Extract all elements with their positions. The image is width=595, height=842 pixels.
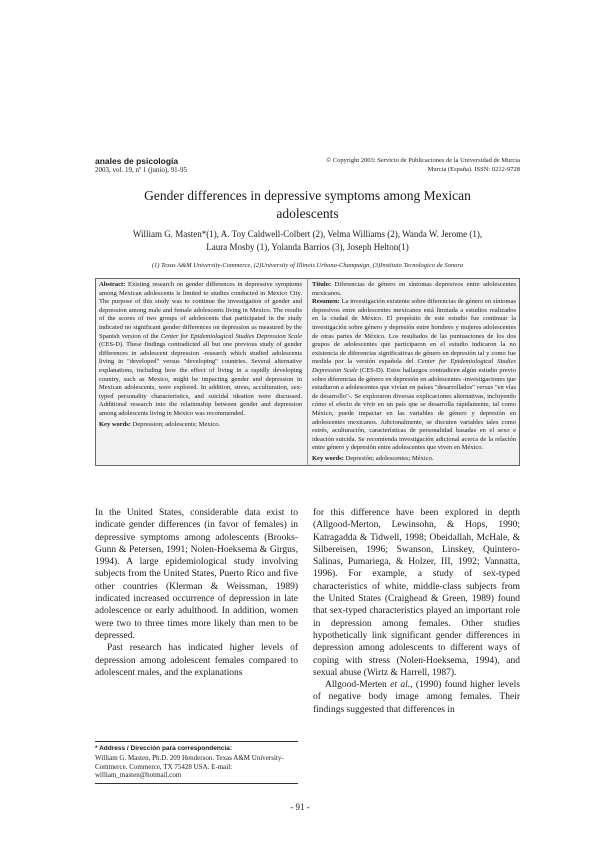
copyright-notice [300, 156, 520, 174]
copyright-line-1: © Copyright 2003: Servicio de Publicaciones de la Universidad de Murcia [326, 157, 520, 164]
correspondence-box [95, 741, 298, 784]
abstract-scale-name: Center for Epidemiological Studies Depression Scale [160, 332, 303, 340]
resumen-body-pre: La investigación existente sobre diferencias de género en síntomas depresivos entre adolescentes mexicanos está limitada a estudios realizados en la ciudad de México. El propósito de este estudio fue continuar la investigación sobre género y depresión entre hombres y mujeres adolescentes de otras partes de México. Los resultados de las puntuaciones de los dos grupos de adolescentes que participaron en el estudio indicaron la no existencia de diferencias significativas de género en depresión tal y como fue medida por la versión española del [312, 298, 516, 366]
article-title [95, 187, 520, 223]
abstract-english [99, 281, 302, 429]
copyright-line-2: Murcia (España). ISSN: 0212-9728 [427, 166, 520, 173]
title-line-2: adolescents [276, 206, 339, 221]
keywords-text-es: Depresión; adolescentes; México. [343, 454, 434, 462]
correspondence-address: William G. Masten, Ph.D. 209 Henderson. Texas A&M University-Commerce. Commerce, TX 75428 USA. E-mail: william_masten@hotmail.com [95, 753, 284, 780]
abstract-body-post: (CES-D). These findings contradicted all but one previous study of gender differences in adolescent depression -research which studied adolescents living in "developed" versus "developing" countries. Several alternative explanations, including how the effect of living in a rapidly developing country, such as Mexico, might be impacting gender and depression in Mexican adolescents, were explored. In addition, stress, acculturation, sex-typed personality characteristics, and suicidal ideation were discussed. Additional research into the relationship between gender and depression among adolescents living in Mexico was recommended. [99, 341, 302, 417]
abstract-label: Abstract: [99, 281, 126, 288]
spanish-title-label: Título: [312, 281, 332, 288]
abstract-spanish [312, 281, 516, 463]
affiliations: (1) Texas A&M University-Commerce, (2)University of Illinois Urbana-Champaign, (3)Instituto Tecnologico de Sonora [151, 262, 464, 269]
keywords-text: Depression; adolescents; Mexico. [130, 420, 221, 428]
citation-etal: et al. [390, 680, 411, 691]
keywords-label-es: Key words: [312, 454, 344, 462]
keywords-spanish [312, 455, 516, 464]
body-paragraph: Past research has indicated higher levels of depression among adolescent females compared to adolescent males, and the explanations [95, 643, 298, 678]
page-number: - 91 - [290, 802, 310, 812]
resumen-label: Resumen: [312, 298, 340, 306]
body-paragraph-rest: , (1990) found higher levels of negative body image among females. Their findings suggested that differences in [313, 680, 520, 715]
abstract-divider [307, 278, 308, 466]
abstract-text [99, 281, 302, 419]
authors-line-2: Laura Mosby (1), Yolanda Barrios (3), Joseph Helton(1) [206, 241, 409, 252]
body-column-left [95, 507, 298, 679]
authors-line-1: William G. Masten*(1), A. Toy Caldwell-Colbert (2), Velma Williams (2), Wanda W. Jerome (1), [132, 229, 483, 239]
correspondence-label: * Address / Dirección para correspondencia: [95, 745, 233, 752]
title-line-1: Gender differences in depressive symptoms among Mexican [144, 188, 471, 203]
spanish-title-text: Diferencias de género en síntomas depresivos entre adolescentes mexicanos. [312, 281, 516, 297]
citation-author: Allgood-Merten [325, 680, 391, 691]
keywords-label: Key words: [99, 420, 131, 428]
keywords-english [99, 421, 302, 430]
resumen-scale-name: Center for Epidemiological Studies Depression Scale [312, 358, 516, 374]
volume-info: 2003, vol. 19, nº 1 (junio), 91-95 [95, 166, 187, 174]
body-column-right [313, 507, 520, 716]
resumen-body-mid: (CES-D). Estos hallazgos contradicen algún estudio previo sobre diferencias de género en depresión en adolescentes -investigaciones que estudiaron a adolescentes que vivían en países "desarrollados" [312, 366, 516, 392]
author-list [100, 228, 515, 253]
resumen-body-post: "en vías de desarrollo"-. Se exploraron diversas explicaciones alternativas, incluyendo cómo el efecto de vivir en un país que se desarrolla rápidamente, tal como México, puede impactar en las variables de género y depresión en adolescentes mexicanos. Adicionalmente, se discuten variables tales como estrés, aculturación, características de personalidad basadas en el sexo e ideación suicida. Se recomienda investigación adicional acerca de la relación entre género y depresión entre adolescentes que viven en México. [312, 384, 517, 452]
spanish-title [312, 281, 516, 298]
resumen-text [312, 298, 516, 453]
body-paragraph [313, 679, 520, 716]
resumen-versus: versus [476, 384, 494, 392]
journal-name: anales de psicología [95, 156, 179, 166]
abstract-body-pre: Existing research on gender differences in depressive symptoms among Mexican adolescents is limited to studies conducted in Mexico City. The purpose of this study was to continue the investigation of gender and depression among male and female adolescents living in Mexico. The results of the scores of two groups of adolescents that participated in the study indicated no significant gender differences on depression as measured by the Spanish version of the [99, 281, 302, 340]
body-paragraph: In the United States, considerable data exist to indicate gender differences (in favor of females) in depressive symptoms among adolescents (Brooks-Gunn & Petersen, 1991; Nolen-Hoeksema & Girgus, 1994). A large epidemiological study involving subjects from the United States, Puerto Rico and five other countries (Klerman & Weissman, 1989) indicated increased occurrence of depression in late adolescence or early adulthood. In addition, women were two to three times more likely than men to be depressed. [95, 508, 298, 641]
body-paragraph: for this difference have been explored in depth (Allgood-Merton, Lewinsohn, & Hops, 1990; Katragadda & Tidwell, 1998; Obeidallah, McHale, & Silbereisen, 1996; Swanson, Linskey, Quintero-Salinas, Pumariega, & Holzer, III, 1992; Vannatta, 1996). For example, a study of sex-typed characteristics of white, middle-class subjects from the United States (Craighead & Green, 1989) found that sex-typed characteristics played an important role in depression among females. Other studies hypothetically link significant gender differences in depression among adolescents to different ways of coping with stress (Nolen-Hoeksema, 1994), and sexual abuse (Wirtz & Harrell, 1987). [313, 508, 520, 678]
